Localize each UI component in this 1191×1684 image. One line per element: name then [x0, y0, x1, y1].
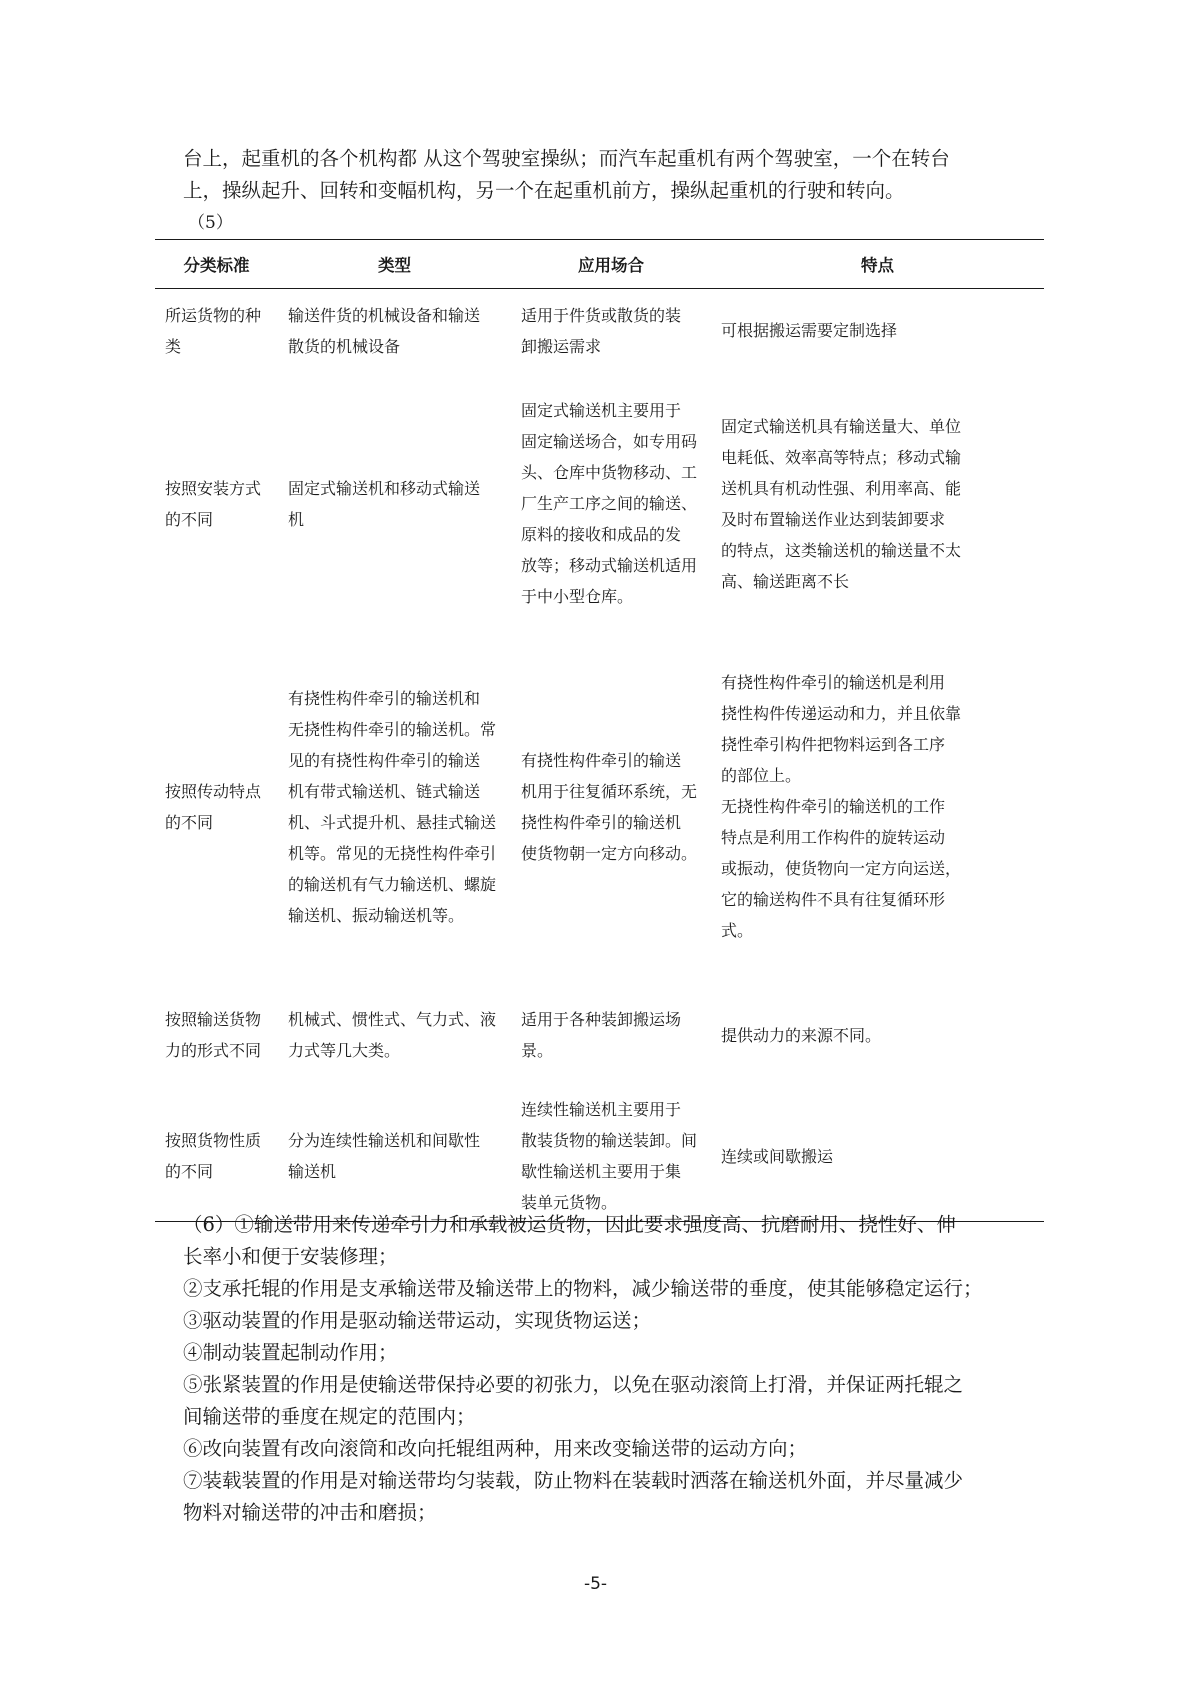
cell-criterion: 按照货物性质 的不同	[155, 1092, 278, 1222]
table-row	[155, 1092, 1044, 1222]
intro-paragraph	[183, 143, 1033, 207]
header-application: 应用场合	[511, 240, 711, 289]
section-6-line: 长率小和便于安装修理；	[183, 1245, 398, 1268]
cell-application: 有挠性构件牵引的输送 机用于往复循环系统，无 挠性构件牵引的输送机 使货物朝一定方向移动。	[521, 750, 698, 863]
conveyor-classification-table	[155, 239, 1044, 1222]
section-6-line: ④制动装置起制动作用；	[183, 1341, 398, 1364]
section-6-line: 间输送带的垂度在规定的范围内；	[183, 1405, 476, 1428]
table-header-row	[155, 240, 1044, 289]
intro-line: 上，操纵起升、回转和变幅机构，另一个在起重机前方，操纵起重机的行驶和转向。	[183, 179, 905, 202]
header-feature: 特点	[711, 240, 1044, 289]
header-type: 类型	[278, 240, 511, 289]
header-criterion: 分类标准	[155, 240, 278, 289]
section-6-line: ⑦装载装置的作用是对输送带均匀装载，防止物料在装载时洒落在输送机外面，并尽量减少	[183, 1469, 964, 1492]
cell-feature: 固定式输送机具有输送量大、单位 电耗低、效率高等特点；移动式输 送机具有机动性强、利用率高、能 及时布置输送作业达到装卸要求 的特点，这类输送机的输送量不太 高、输送距离不长	[721, 416, 962, 591]
cell-feature: 提供动力的来源不同。	[721, 1025, 882, 1045]
section-6-line: ⑤张紧装置的作用是使输送带保持必要的初张力，以免在驱动滚筒上打滑，并保证两托辊之	[183, 1373, 964, 1396]
cell-application: 固定式输送机主要用于 固定输送场合，如专用码 头、仓库中货物移动、工 厂生产工序之间的输送、 原料的接收和成品的发 放等；移动式输送机适用 于中小型仓库。	[521, 401, 698, 606]
section-6-line: ②支承托辊的作用是支承输送带及输送带上的物料，减少输送带的垂度，使其能够稳定运行；	[183, 1277, 983, 1300]
cell-type: 机械式、惯性式、气力式、液 力式等几大类。	[288, 1010, 497, 1060]
table-row	[155, 373, 1044, 635]
cell-application: 适用于各种装卸搬运场 景。	[521, 1010, 682, 1060]
section-6-line: （6）①输送带用来传递牵引力和承载被运货物，因此要求强度高、抗磨耐用、挠性好、伸	[183, 1213, 956, 1236]
table-header	[155, 240, 1044, 289]
cell-feature: 连续或间歇搬运	[711, 1092, 1044, 1222]
cell-type: 有挠性构件牵引的输送机和 无挠性构件牵引的输送机。常 见的有挠性构件牵引的输送 机有带式输送机、链式输送 机、斗式提升机、悬挂式输送 机等。常见的无挠性构件牵引 的输送机有气力输送机、螺旋 输送机、振动输送机等。	[288, 688, 497, 925]
table-row	[155, 979, 1044, 1092]
intro-line: 台上，起重机的各个机构都 从这个驾驶室操纵；而汽车起重机有两个驾驶室，一个在转台	[183, 147, 950, 170]
cell-type: 分为连续性输送机和间歇性 输送机	[278, 1092, 511, 1222]
cell-feature: 可根据搬运需要定制选择	[721, 321, 898, 341]
cell-type: 固定式输送机和移动式输送 机	[288, 478, 481, 529]
table-row	[155, 289, 1044, 373]
table-body	[155, 289, 1044, 1222]
section-6-paragraph	[183, 1209, 1043, 1529]
page-number: -5-	[583, 1574, 608, 1594]
cell-application: 连续性输送机主要用于 散装货物的输送装卸。间 歇性输送机主要用于集 装单元货物。	[511, 1092, 711, 1222]
cell-feature: 有挠性构件牵引的输送机是利用 挠性构件传递运动和力，并且依靠 挠性牵引构件把物料运到各工序 的部位上。 无挠性构件牵引的输送机的工作 特点是利用工作构件的旋转运动 或振动，使货物向一定方向运送， 它的输送构件不具有往复循环形 式。	[721, 673, 962, 940]
cell-criterion: 按照安装方式 的不同	[165, 478, 262, 529]
cell-criterion: 所运货物的种 类	[165, 305, 262, 356]
section-5-label: （5）	[188, 213, 233, 233]
cell-criterion: 按照输送货物 力的形式不同	[165, 1010, 262, 1060]
cell-application: 适用于件货或散货的装 卸搬运需求	[521, 305, 682, 356]
cell-criterion: 按照传动特点 的不同	[165, 781, 262, 832]
cell-type: 输送件货的机械设备和输送 散货的机械设备	[288, 305, 481, 356]
section-6-line: 物料对输送带的冲击和磨损；	[183, 1501, 437, 1524]
table-row	[155, 635, 1044, 979]
section-6-line: ⑥改向装置有改向滚筒和改向托辊组两种，用来改变输送带的运动方向；	[183, 1437, 808, 1460]
section-6-line: ③驱动装置的作用是驱动输送带运动，实现货物运送；	[183, 1309, 652, 1332]
